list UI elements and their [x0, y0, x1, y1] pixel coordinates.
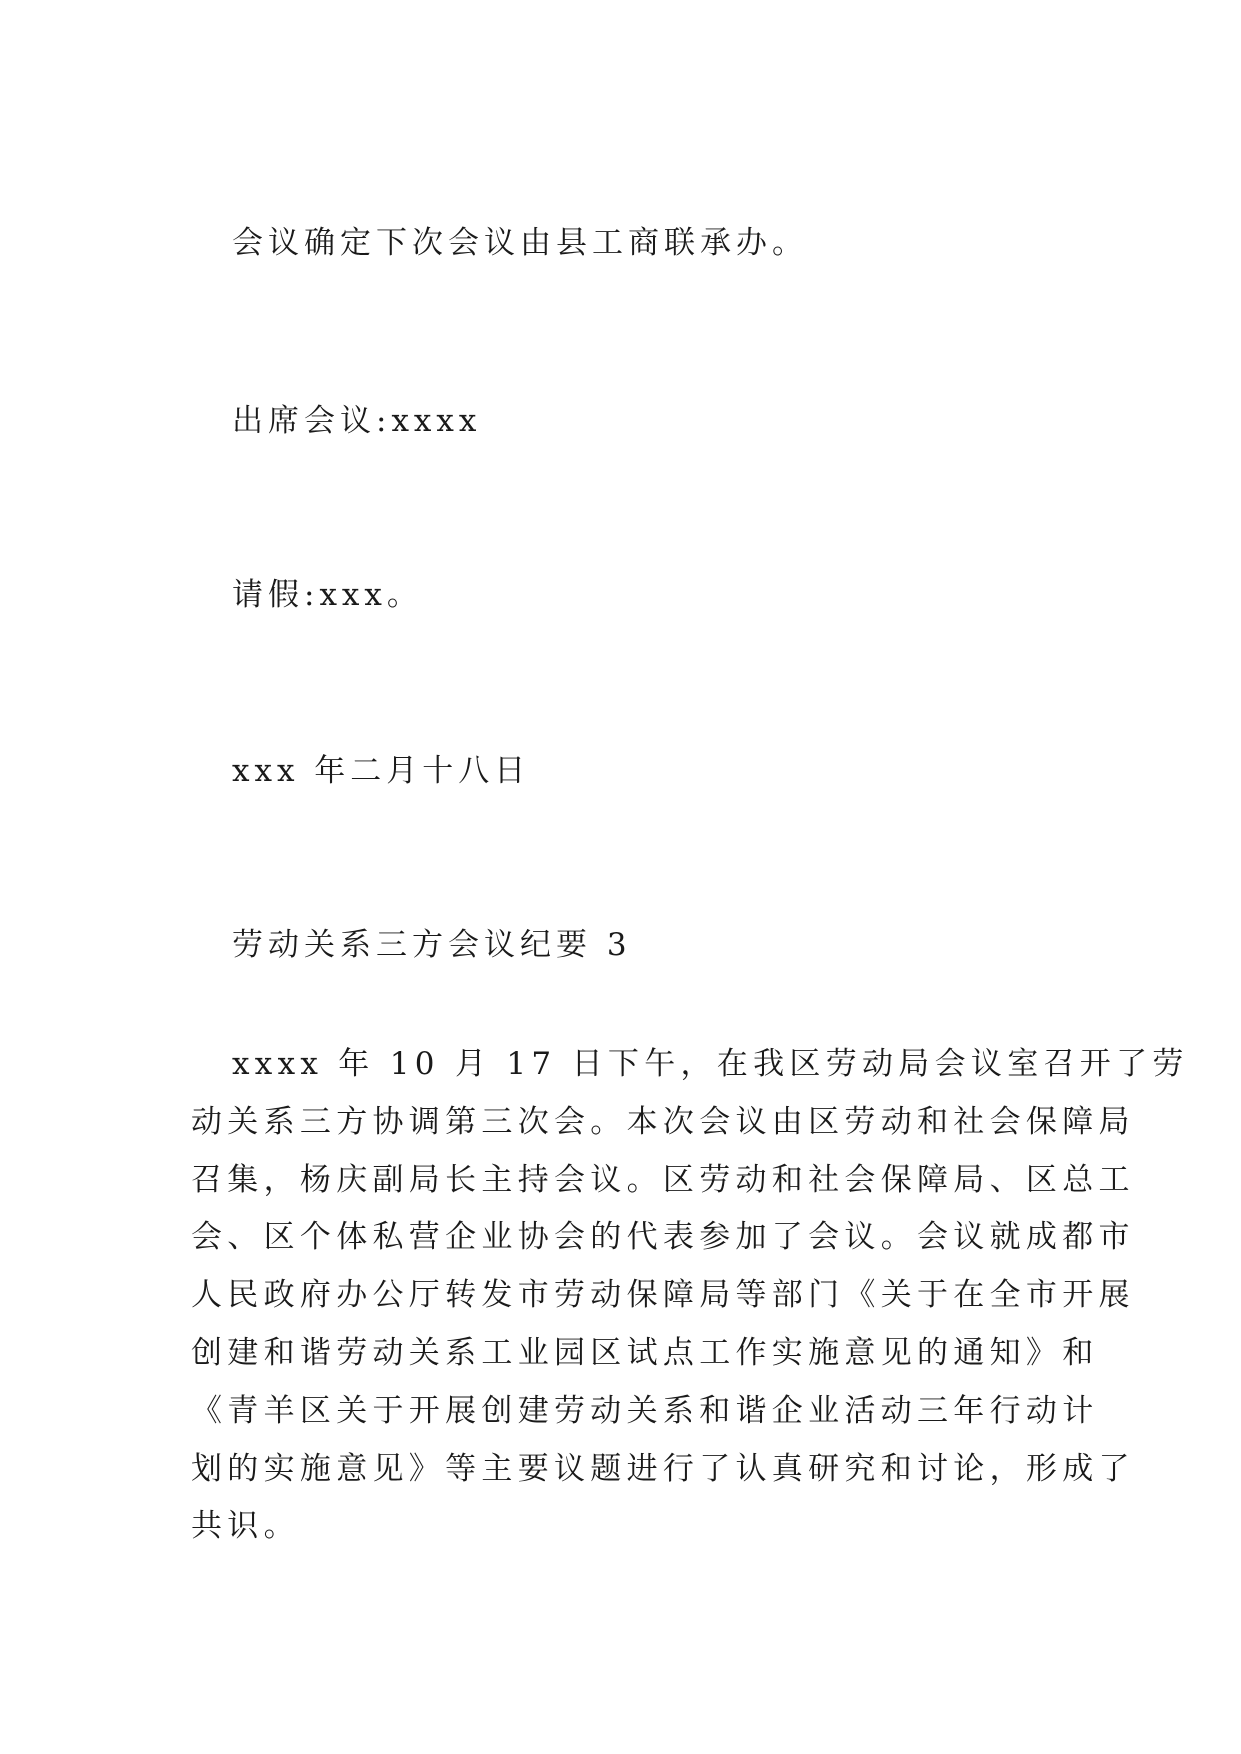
- paragraph-line: 会、区个体私营企业协会的代表参加了会议。会议就成都市: [191, 1219, 1135, 1256]
- paragraph-line: 《青羊区关于开展创建劳动关系和谐企业活动三年行动计: [191, 1392, 1099, 1429]
- leave-line: 请假:xxx。: [232, 577, 423, 613]
- paragraph-line: 召集，杨庆副局长主持会议。区劳动和社会保障局、区总工: [191, 1161, 1135, 1198]
- paragraph-line: 动关系三方协调第三次会。本次会议由区劳动和社会保障局: [191, 1103, 1135, 1140]
- paragraph-line: 人民政府办公厅转发市劳动保障局等部门《关于在全市开展: [191, 1277, 1135, 1314]
- attendees-line: 出席会议:xxxx: [232, 403, 482, 439]
- paragraph-line: 创建和谐劳动关系工业园区试点工作实施意见的通知》和: [191, 1334, 1099, 1371]
- section-title: 劳动关系三方会议纪要 3: [232, 927, 632, 963]
- paragraph-line: xxxx 年 10 月 17 日下午，在我区劳动局会议室召开了劳: [232, 1046, 1189, 1082]
- date-line: xxx 年二月十八日: [232, 753, 531, 789]
- minutes-paragraph: [191, 1036, 1189, 1556]
- meeting-decision-line: 会议确定下次会议由县工商联承办。: [232, 225, 808, 261]
- paragraph-line: 共识。: [191, 1508, 300, 1545]
- paragraph-line: 划的实施意见》等主要议题进行了认真研究和讨论，形成了: [191, 1450, 1135, 1487]
